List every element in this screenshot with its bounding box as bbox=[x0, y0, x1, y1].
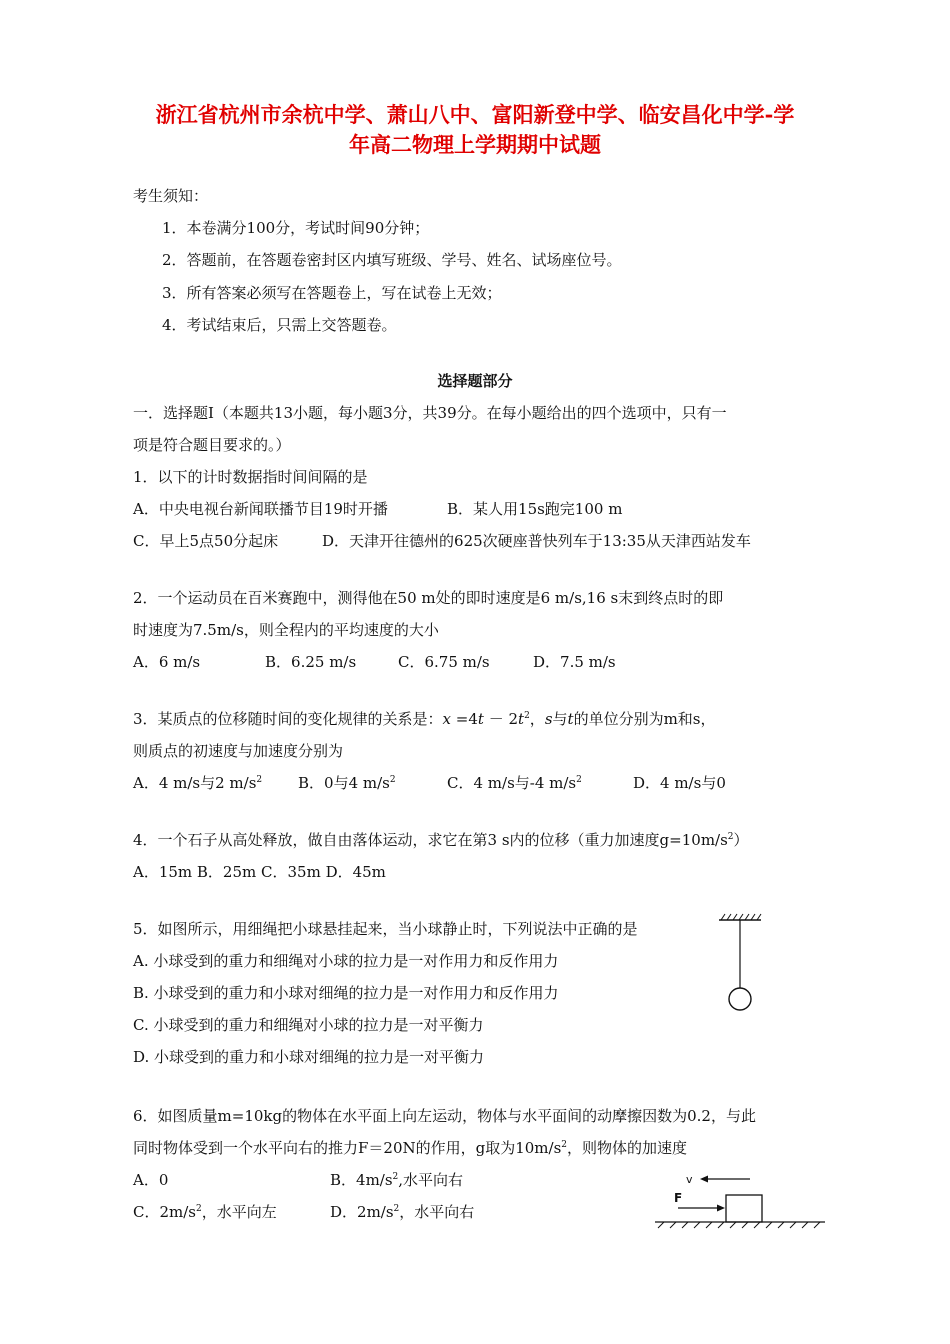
q5-option-d: D. 小球受到的重力和小球对细绳的拉力是一对平衡力 bbox=[133, 1048, 485, 1066]
force-label: F bbox=[674, 1191, 683, 1205]
q5-option-a: A. 小球受到的重力和细绳对小球的拉力是一对作用力和反作用力 bbox=[133, 952, 559, 970]
q3-var-t3: t bbox=[567, 710, 574, 728]
q1-option-a: A．中央电视台新闻联播节目19时开播 bbox=[133, 500, 388, 518]
q6-option-c-text: C．2m/s bbox=[133, 1203, 196, 1221]
notice-item-4: 4．考试结束后，只需上交答题卷。 bbox=[162, 316, 397, 334]
q6-option-a: A．0 bbox=[133, 1171, 169, 1189]
q2-option-c: C．6.75 m/s bbox=[398, 653, 490, 671]
q6-stem-line-2 bbox=[133, 1138, 687, 1158]
q6-option-c-sup: 2 bbox=[196, 1204, 202, 1214]
q2-option-a: A．6 m/s bbox=[133, 653, 201, 671]
q3-stem-text-d: 的单位分别为m和s， bbox=[573, 710, 716, 728]
q3-stem-text-b: ， bbox=[529, 710, 545, 728]
q6-stem-line-2-text: 同时物体受到一个水平向右的推力F＝20N的作用，g取为10m/s bbox=[133, 1139, 562, 1157]
velocity-arrowhead bbox=[700, 1176, 708, 1183]
q3-stem-text-a: 3．某质点的位移随时间的变化规律的关系是： bbox=[133, 710, 443, 728]
q3-option-b-sup: 2 bbox=[389, 775, 396, 785]
q3-option-d: D．4 m/s与0 bbox=[633, 774, 726, 792]
q3-squared: 2 bbox=[524, 711, 530, 721]
velocity-label: v bbox=[686, 1173, 693, 1186]
ceiling-hatch bbox=[721, 914, 761, 920]
q6-option-d bbox=[330, 1202, 474, 1222]
q6-stem-line-1: 6．如图质量m=10kg的物体在水平面上向左运动，物体与水平面间的动摩擦因数为0.2，与此 bbox=[133, 1107, 756, 1125]
q1-option-b: B．某人用15s跑完100 m bbox=[447, 500, 623, 518]
q5-stem: 5．如图所示，用细绳把小球悬挂起来，当小球静止时，下列说法中正确的是 bbox=[133, 920, 638, 938]
q6-option-b-end: ,水平向右 bbox=[398, 1171, 464, 1189]
q3-stem-text-c: 与 bbox=[552, 710, 568, 728]
q3-var-x: x bbox=[442, 710, 452, 728]
section-intro-line-1: 一．选择题Ⅰ（本题共13小题，每小题3分，共39分。在每小题给出的四个选项中，只有一 bbox=[133, 404, 727, 422]
q2-option-d: D．7.5 m/s bbox=[533, 653, 616, 671]
section-heading: 选择题部分 bbox=[437, 372, 513, 390]
q1-option-d: D．天津开往德州的625次硬座普快列车于13:35从天津西站发车 bbox=[322, 532, 751, 550]
q2-option-b: B．6.25 m/s bbox=[265, 653, 357, 671]
q6-option-d-end: ，水平向右 bbox=[399, 1203, 475, 1221]
q4-stem-text: 4．一个石子从高处释放，做自由落体运动，求它在第3 s内的位移（重力加速度g=10m/s bbox=[133, 831, 728, 849]
hanging-ball-figure bbox=[715, 912, 765, 1017]
q5-option-b: B. 小球受到的重力和小球对细绳的拉力是一对作用力和反作用力 bbox=[133, 984, 559, 1002]
notice-heading: 考生须知： bbox=[133, 187, 209, 205]
notice-item-3: 3．所有答案必须写在答题卷上，写在试卷上无效； bbox=[162, 284, 502, 302]
q3-option-b-text: B．0与4 m/s bbox=[298, 774, 390, 792]
ball-circle bbox=[729, 988, 751, 1010]
q3-option-c bbox=[447, 773, 582, 793]
q6-option-c bbox=[133, 1202, 277, 1222]
q4-stem-sup: 2 bbox=[727, 832, 734, 842]
q3-stem-line-2: 则质点的初速度与加速度分别为 bbox=[133, 742, 344, 760]
q5-option-c: C. 小球受到的重力和细绳对小球的拉力是一对平衡力 bbox=[133, 1016, 484, 1034]
q1-stem: 1．以下的计时数据指时间间隔的是 bbox=[133, 468, 368, 486]
q2-stem-line-2: 时速度为7.5m/s，则全程内的平均速度的大小 bbox=[133, 621, 439, 639]
q3-eq: =4 bbox=[451, 710, 478, 728]
q3-option-b bbox=[298, 773, 396, 793]
force-arrowhead bbox=[717, 1205, 725, 1212]
q3-var-t1: t bbox=[477, 710, 484, 728]
q6-option-d-sup: 2 bbox=[393, 1204, 400, 1214]
q3-var-t2: t bbox=[518, 710, 525, 728]
ground-hatch bbox=[658, 1222, 820, 1228]
q6-option-c-end: ，水平向左 bbox=[201, 1203, 277, 1221]
block-rect bbox=[726, 1195, 762, 1222]
title-line-2: 年高二物理上学期期中试题 bbox=[349, 132, 601, 157]
q3-option-a bbox=[133, 773, 262, 793]
section-intro-line-2: 项是符合题目要求的。） bbox=[133, 436, 291, 454]
q3-var-s: s bbox=[544, 710, 553, 728]
q3-minus: － 2 bbox=[483, 710, 519, 728]
notice-item-1: 1．本卷满分100分，考试时间90分钟； bbox=[162, 219, 430, 237]
q2-stem-line-1: 2．一个运动员在百米赛跑中，测得他在50 m处的即时速度是6 m/s,16 s末到终点时的即 bbox=[133, 589, 724, 607]
q6-option-b-sup: 2 bbox=[392, 1172, 399, 1182]
q3-option-a-sup: 2 bbox=[256, 775, 263, 785]
q1-option-c: C．早上5点50分起床 bbox=[133, 532, 279, 550]
q3-option-c-text: C．4 m/s与-4 m/s bbox=[447, 774, 577, 792]
q6-stem-line-2-end: ，则物体的加速度 bbox=[567, 1139, 688, 1157]
q6-option-b-text: B．4m/s bbox=[330, 1171, 393, 1189]
q3-stem-line-1 bbox=[133, 709, 716, 729]
q6-option-d-text: D．2m/s bbox=[330, 1203, 394, 1221]
q6-stem-sup: 2 bbox=[561, 1140, 568, 1150]
q3-option-a-text: A．4 m/s与2 m/s bbox=[133, 774, 257, 792]
q4-stem bbox=[133, 830, 749, 850]
block-force-figure bbox=[650, 1170, 830, 1234]
q4-options: A．15m B．25m C．35m D．45m bbox=[133, 863, 386, 881]
title-line-1: 浙江省杭州市余杭中学、萧山八中、富阳新登中学、临安昌化中学-学 bbox=[155, 102, 795, 127]
notice-item-2: 2．答题前，在答题卷密封区内填写班级、学号、姓名、试场座位号。 bbox=[162, 251, 622, 269]
q3-option-c-sup: 2 bbox=[576, 775, 582, 785]
q4-stem-end: ） bbox=[733, 831, 749, 849]
q6-option-b bbox=[330, 1170, 463, 1190]
